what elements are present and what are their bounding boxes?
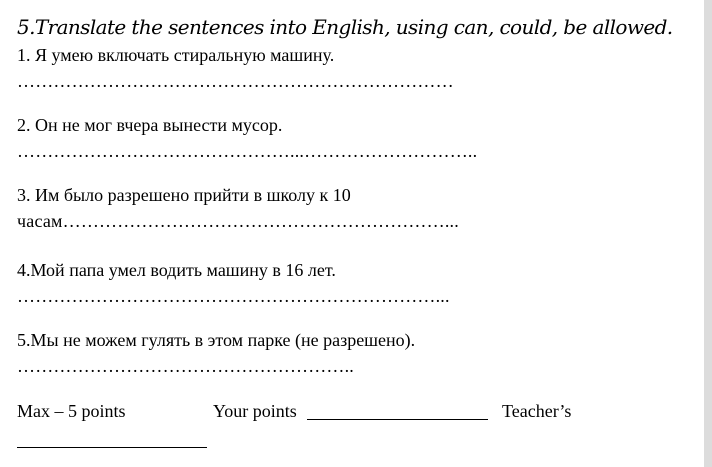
your-points-label: Your points bbox=[213, 401, 297, 421]
teacher-label: Teacher’s bbox=[502, 401, 572, 421]
sentence-4: 4.Мой папа умел водить машину в 16 лет. bbox=[17, 260, 336, 280]
answer-line-2: ………………………………………...……………………….. bbox=[17, 141, 478, 161]
answer-line-4: ……………………………………………………………... bbox=[17, 286, 450, 306]
answer-line-1: ……………………………………………………………… bbox=[17, 71, 454, 91]
sentence-1: 1. Я умею включать стиральную машину. bbox=[17, 45, 335, 65]
teacher-signature-blank bbox=[17, 447, 207, 448]
answer-line-5: ……………………………………………….. bbox=[17, 356, 354, 376]
page-edge-shadow bbox=[704, 0, 712, 467]
max-points-label: Max – 5 points bbox=[17, 401, 126, 421]
exercise-title: 5.Translate the sentences into English, using can, could, be allowed. bbox=[17, 15, 673, 39]
sentence-3: 3. Им было разрешено прийти в школу к 10 bbox=[17, 185, 351, 205]
your-points-blank bbox=[307, 419, 488, 420]
sentence-2: 2. Он не мог вчера вынести мусор. bbox=[17, 115, 283, 135]
answer-line-3: часам………………………………………………………... bbox=[17, 211, 459, 231]
sentence-5: 5.Мы не можем гулять в этом парке (не разрешено). bbox=[17, 330, 416, 350]
